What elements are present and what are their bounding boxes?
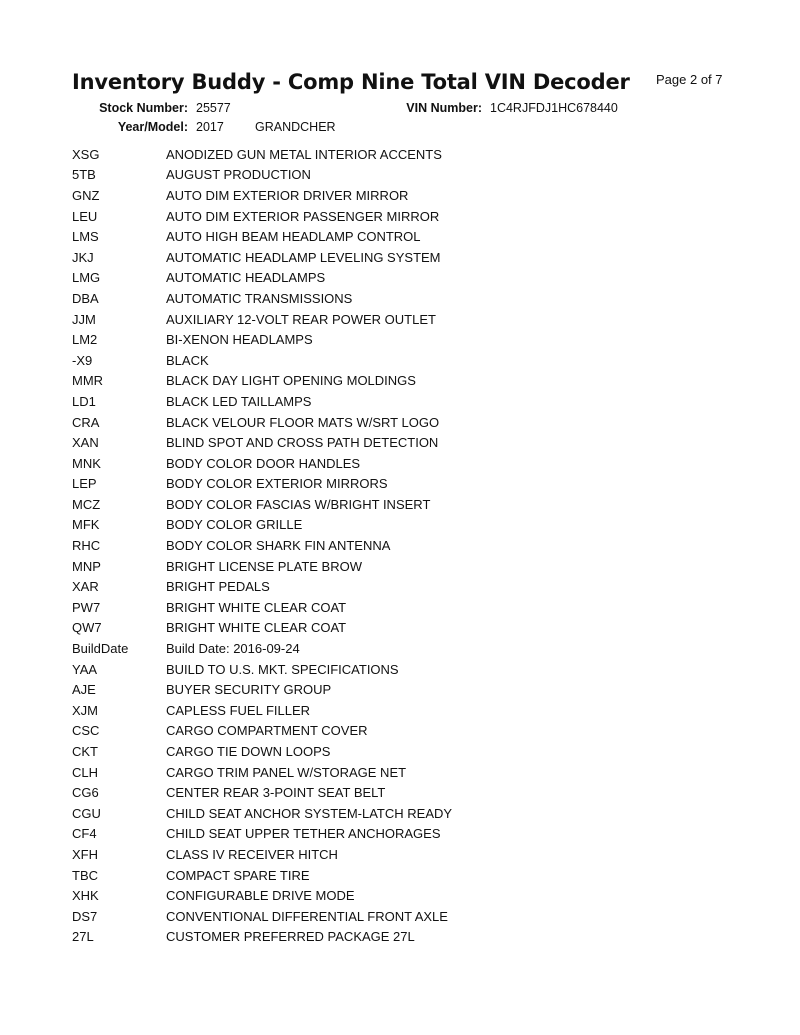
option-row	[72, 556, 772, 577]
option-row	[72, 494, 772, 515]
option-code: 5TB	[72, 167, 96, 183]
option-description: CONVENTIONAL DIFFERENTIAL FRONT AXLE	[166, 908, 448, 924]
option-code: MMR	[72, 373, 104, 389]
option-code: MNK	[72, 455, 101, 471]
option-description: BLACK	[166, 352, 209, 368]
option-code: LM2	[72, 332, 98, 348]
option-code: CKT	[72, 744, 98, 760]
option-row	[72, 206, 772, 227]
stock-number-label: Stock Number:	[99, 101, 188, 115]
option-description: CENTER REAR 3-POINT SEAT BELT	[166, 785, 386, 801]
option-code: CSC	[72, 723, 100, 739]
vin-number-value: 1C4RJFDJ1HC678440	[490, 101, 618, 115]
option-row	[72, 803, 772, 824]
option-row	[72, 741, 772, 762]
option-code: TBC	[72, 867, 98, 883]
option-description: BODY COLOR DOOR HANDLES	[166, 455, 361, 471]
option-code: XSG	[72, 146, 100, 162]
option-code: LD1	[72, 393, 96, 409]
option-code: -X9	[72, 352, 93, 368]
option-code: PW7	[72, 599, 101, 615]
option-row	[72, 597, 772, 618]
option-code: CG6	[72, 785, 99, 801]
option-description: Build Date: 2016-09-24	[166, 641, 300, 657]
option-code-list	[72, 144, 772, 947]
model-value: GRANDCHER	[255, 120, 336, 134]
option-code: XJM	[72, 702, 98, 718]
option-code: CRA	[72, 414, 100, 430]
option-row	[72, 329, 772, 350]
option-description: BUYER SECURITY GROUP	[166, 682, 332, 698]
option-row	[72, 679, 772, 700]
option-row	[72, 165, 772, 186]
option-code: DBA	[72, 290, 99, 306]
option-description: CLASS IV RECEIVER HITCH	[166, 846, 338, 862]
option-description: CUSTOMER PREFERRED PACKAGE 27L	[166, 929, 415, 945]
option-code: LMS	[72, 229, 99, 245]
option-description: BRIGHT PEDALS	[166, 579, 270, 595]
page-number: Page 2 of 7	[656, 72, 723, 87]
option-code: BuildDate	[72, 641, 129, 657]
option-code: CF4	[72, 826, 97, 842]
option-row	[72, 144, 772, 165]
option-description: AUGUST PRODUCTION	[166, 167, 311, 183]
option-code: XAN	[72, 435, 99, 451]
option-row	[72, 515, 772, 536]
option-description: BODY COLOR GRILLE	[166, 517, 303, 533]
option-description: AUXILIARY 12-VOLT REAR POWER OUTLET	[166, 311, 436, 327]
option-code: JKJ	[72, 249, 94, 265]
option-code: CGU	[72, 805, 101, 821]
option-row	[72, 659, 772, 680]
stock-number-value: 25577	[196, 101, 231, 115]
option-description: BODY COLOR EXTERIOR MIRRORS	[166, 476, 388, 492]
option-code: QW7	[72, 620, 102, 636]
option-row	[72, 782, 772, 803]
option-row	[72, 638, 772, 659]
option-description: AUTOMATIC HEADLAMPS	[166, 270, 326, 286]
option-row	[72, 371, 772, 392]
option-description: CAPLESS FUEL FILLER	[166, 702, 311, 718]
option-description: CARGO TIE DOWN LOOPS	[166, 744, 331, 760]
option-description: BRIGHT WHITE CLEAR COAT	[166, 620, 347, 636]
option-row	[72, 700, 772, 721]
option-row	[72, 185, 772, 206]
option-row	[72, 391, 772, 412]
year-value: 2017	[196, 120, 224, 134]
option-row	[72, 535, 772, 556]
option-description: AUTO DIM EXTERIOR PASSENGER MIRROR	[166, 208, 440, 224]
option-row	[72, 844, 772, 865]
option-row	[72, 618, 772, 639]
option-code: YAA	[72, 661, 98, 677]
option-row	[72, 247, 772, 268]
option-description: BRIGHT LICENSE PLATE BROW	[166, 558, 363, 574]
option-row	[72, 721, 772, 742]
option-description: AUTO HIGH BEAM HEADLAMP CONTROL	[166, 229, 421, 245]
option-description: BLACK VELOUR FLOOR MATS W/SRT LOGO	[166, 414, 440, 430]
option-row	[72, 885, 772, 906]
option-code: LEU	[72, 208, 98, 224]
option-code: XAR	[72, 579, 99, 595]
option-description: CONFIGURABLE DRIVE MODE	[166, 888, 355, 904]
option-description: CHILD SEAT UPPER TETHER ANCHORAGES	[166, 826, 441, 842]
option-code: LEP	[72, 476, 97, 492]
option-code: JJM	[72, 311, 96, 327]
option-row	[72, 412, 772, 433]
option-row	[72, 927, 772, 948]
option-description: BLIND SPOT AND CROSS PATH DETECTION	[166, 435, 439, 451]
option-code: DS7	[72, 908, 98, 924]
option-row	[72, 268, 772, 289]
option-row	[72, 824, 772, 845]
option-row	[72, 288, 772, 309]
option-description: BODY COLOR SHARK FIN ANTENNA	[166, 538, 391, 554]
option-code: CLH	[72, 764, 99, 780]
document-title: Inventory Buddy - Comp Nine Total VIN Decoder	[72, 70, 630, 94]
option-row	[72, 453, 772, 474]
option-description: BLACK LED TAILLAMPS	[166, 393, 312, 409]
option-row	[72, 906, 772, 927]
option-code: LMG	[72, 270, 101, 286]
option-row	[72, 309, 772, 330]
option-description: AUTO DIM EXTERIOR DRIVER MIRROR	[166, 187, 409, 203]
option-description: CARGO TRIM PANEL W/STORAGE NET	[166, 764, 407, 780]
option-row	[72, 576, 772, 597]
option-row	[72, 432, 772, 453]
option-description: BODY COLOR FASCIAS W/BRIGHT INSERT	[166, 496, 431, 512]
option-description: AUTOMATIC TRANSMISSIONS	[166, 290, 353, 306]
option-code: AJE	[72, 682, 96, 698]
vin-number-label: VIN Number:	[406, 101, 482, 115]
option-code: RHC	[72, 538, 101, 554]
option-row	[72, 762, 772, 783]
option-description: BI-XENON HEADLAMPS	[166, 332, 313, 348]
option-code: MCZ	[72, 496, 101, 512]
option-code: XFH	[72, 846, 98, 862]
year-model-label: Year/Model:	[117, 120, 188, 134]
option-code: MFK	[72, 517, 100, 533]
option-description: COMPACT SPARE TIRE	[166, 867, 310, 883]
option-description: ANODIZED GUN METAL INTERIOR ACCENTS	[166, 146, 442, 162]
option-code: XHK	[72, 888, 99, 904]
option-description: BRIGHT WHITE CLEAR COAT	[166, 599, 347, 615]
option-row	[72, 474, 772, 495]
option-description: BLACK DAY LIGHT OPENING MOLDINGS	[166, 373, 416, 389]
option-code: MNP	[72, 558, 101, 574]
option-description: CHILD SEAT ANCHOR SYSTEM-LATCH READY	[166, 805, 453, 821]
option-row	[72, 865, 772, 886]
option-description: CARGO COMPARTMENT COVER	[166, 723, 368, 739]
option-code: GNZ	[72, 187, 100, 203]
option-description: AUTOMATIC HEADLAMP LEVELING SYSTEM	[166, 249, 441, 265]
option-code: 27L	[72, 929, 94, 945]
option-description: BUILD TO U.S. MKT. SPECIFICATIONS	[166, 661, 399, 677]
option-row	[72, 350, 772, 371]
option-row	[72, 226, 772, 247]
